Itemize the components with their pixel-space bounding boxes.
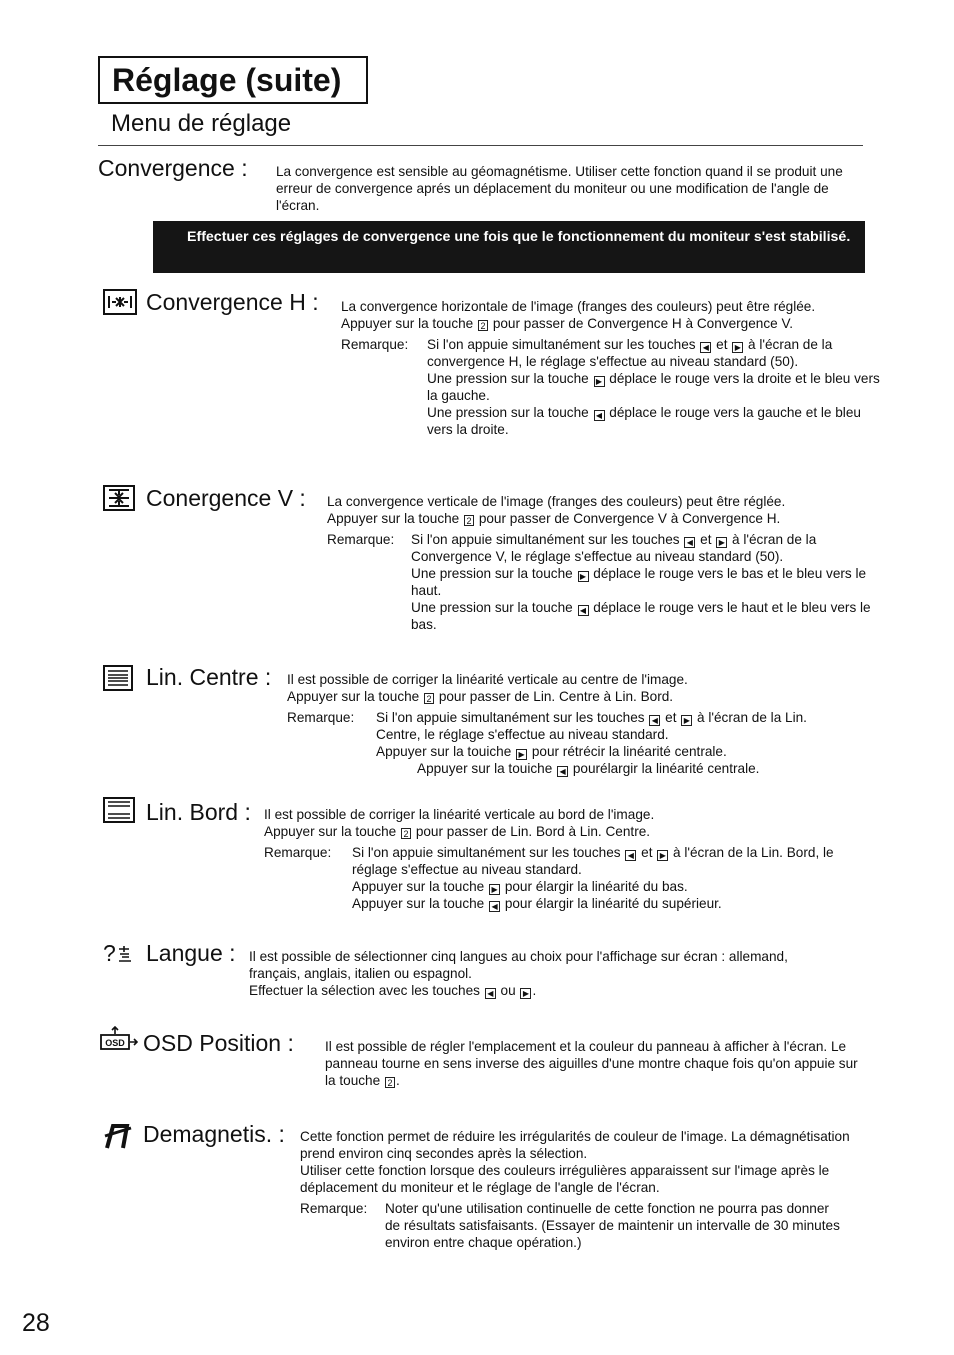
convergence-v-line2: Appuyer sur la touche 2 pour passer de Convergence V à Convergence H. <box>327 511 781 526</box>
lin-centre-icon <box>103 665 133 691</box>
right-key-icon: ▶ <box>657 850 668 861</box>
convergence-h-icon <box>103 289 137 315</box>
demagnetis-text2: Utiliser cette fonction lorsque des couleurs irrégulières apparaissent sur l'image après le déplacement du moniteur et le réglage de l'angle de l'écran. <box>300 1163 830 1195</box>
lin-bord-line2: Appuyer sur la touche 2 pour passer de Lin. Bord à Lin. Centre. <box>264 824 651 839</box>
key-2-icon: 2 <box>401 828 411 839</box>
langue-line1: Il est possible de sélectionner cinq langues au choix pour l'affichage sur écran : allemand, français, anglais, italien ou espagnol. <box>249 949 788 981</box>
svg-text:OSD: OSD <box>105 1038 125 1048</box>
langue-line2: Effectuer la sélection avec les touches ◀ ou ▶ . <box>249 983 537 998</box>
demagnetis-remark: Remarque: Noter qu'une utilisation continuelle de cette fonction ne pourra pas donner de résultats satisfaisants. (Essayer de maintenir un intervalle de 30 minutes environ entre chaque opération.) <box>300 1201 840 1250</box>
page-title: Réglage (suite) <box>98 56 368 104</box>
section-subtitle: Menu de réglage <box>111 110 292 137</box>
osd-position-text: Il est possible de régler l'emplacement et la couleur du panneau à afficher à l'écran. Le panneau tourne en sens inverse des aiguilles d'une montre chaque fois qu'on appuie sur la touche <box>325 1039 858 1088</box>
left-key-icon: ◀ <box>557 766 568 777</box>
convergence-v-remark: Remarque: Si l'on appuie simultanément sur les touches ◀ et ▶ à l'écran de la Convergence V, le réglage s'effectue au niveau standard (50). Une pression sur la touche ▶ déplace le rouge vers le bas et le bleu vers le haut. Une pression sur la touche ◀ déplace le rouge vers le haut et le bleu vers le bas. <box>327 532 871 632</box>
convergence-heading: Convergence : <box>98 155 248 181</box>
key-2-icon: 2 <box>464 515 474 526</box>
convergence-h-line2: Appuyer sur la touche 2 pour passer de Convergence H à Convergence V. <box>341 316 794 331</box>
lin-centre-remark: Remarque: Si l'on appuie simultanément sur les touches ◀ et ▶ à l'écran de la Lin. Centre, le réglage s'effectue au niveau standard. Appuyer sur la touiche ▶ pour rétrécir la linéarité centrale. Appuyer sur la touiche ◀ pourélargir la linéarité centrale. <box>287 710 807 776</box>
right-key-icon: ▶ <box>681 715 692 726</box>
convergence-v-icon <box>103 485 135 511</box>
convergence-notice: Effectuer ces réglages de convergence une fois que le fonctionnement du moniteur s'est stabilisé. <box>153 221 865 273</box>
osd-position-heading: OSD Position : <box>143 1030 294 1056</box>
lin-centre-body <box>287 671 857 777</box>
left-key-icon: ◀ <box>485 988 496 999</box>
right-key-icon: ▶ <box>594 376 605 387</box>
right-key-icon: ▶ <box>732 342 743 353</box>
left-key-icon: ◀ <box>625 850 636 861</box>
page-number: 28 <box>22 1309 50 1337</box>
lin-bord-line1: Il est possible de corriger la linéarité verticale au bord de l'image. <box>264 807 655 822</box>
lin-centre-line2: Appuyer sur la touche 2 pour passer de Lin. Centre à Lin. Bord. <box>287 689 674 704</box>
convergence-v-body <box>327 493 902 633</box>
right-key-icon: ▶ <box>578 571 589 582</box>
demagnetis-body <box>300 1128 860 1251</box>
convergence-v-line1: La convergence verticale de l'image (franges des couleurs) peut être réglée. <box>327 494 786 509</box>
langue-heading: Langue : <box>146 940 236 966</box>
lin-bord-heading: Lin. Bord : <box>146 799 251 825</box>
left-key-icon: ◀ <box>489 901 500 912</box>
demagnetis-heading: Demagnetis. : <box>143 1121 285 1147</box>
lin-bord-remark: Remarque: Si l'on appuie simultanément sur les touches ◀ et ▶ à l'écran de la Lin. Bord, le réglage s'effectue au niveau standard. Appuyer sur la touche ▶ pour élargir la linéarité du bas. Appuyer sur la touche ◀ pour élargir la linéarité du supérieur. <box>264 845 834 911</box>
osd-position-body: Il est possible de régler l'emplacement et la couleur du panneau à afficher à l'écran. Le panneau tourne en sens inverse des aiguilles d'une montre chaque fois qu'on appuie sur la touche 2 . <box>325 1039 858 1088</box>
convergence-h-heading: Convergence H : <box>146 289 319 315</box>
left-key-icon: ◀ <box>700 342 711 353</box>
langue-icon: ? <box>103 940 134 966</box>
header-rule <box>98 145 863 146</box>
key-2-icon: 2 <box>424 693 434 704</box>
langue-body <box>249 948 839 999</box>
convergence-h-body <box>341 298 901 438</box>
language-char-icon <box>116 945 134 963</box>
left-key-icon: ◀ <box>649 715 660 726</box>
lin-bord-body <box>264 806 844 912</box>
lin-centre-line1: Il est possible de corriger la linéarité verticale au centre de l'image. <box>287 672 688 687</box>
osd-position-icon <box>100 1026 138 1052</box>
demagnetis-text1: Cette fonction permet de réduire les irrégularités de couleur de l'image. La démagnétisation prend environ cinq secondes après la sélection. <box>300 1129 850 1161</box>
right-key-icon: ▶ <box>520 988 531 999</box>
convergence-h-line1: La convergence horizontale de l'image (franges des couleurs) peut être réglée. <box>341 299 816 314</box>
convergence-text: La convergence est sensible au géomagnétisme. Utiliser cette fonction quand il se produit une erreur de convergence aprés un déplacement du moniteur ou une modification de l'angle de l'écran. <box>276 164 843 213</box>
key-2-icon: 2 <box>478 320 488 331</box>
left-key-icon: ◀ <box>578 605 589 616</box>
demagnetize-icon <box>103 1122 133 1150</box>
right-key-icon: ▶ <box>716 537 727 548</box>
left-key-icon: ◀ <box>684 537 695 548</box>
left-key-icon: ◀ <box>594 410 605 421</box>
key-2-icon: 2 <box>385 1077 395 1088</box>
right-key-icon: ▶ <box>516 749 527 760</box>
convergence-v-heading: Conergence V : <box>146 485 306 511</box>
convergence-h-remark: Remarque: Si l'on appuie simultanément sur les touches ◀ et ▶ à l'écran de la convergence H, le réglage s'effectue au niveau standard (50). Une pression sur la touche ▶ déplace le rouge vers la droite et le bleu vers la gauche. Une pression sur la touche ◀ déplace le rouge vers la gauche et le bleu vers la droite. <box>341 337 880 437</box>
right-key-icon: ▶ <box>489 884 500 895</box>
lin-bord-icon <box>103 797 135 823</box>
lin-centre-heading: Lin. Centre : <box>146 664 272 690</box>
